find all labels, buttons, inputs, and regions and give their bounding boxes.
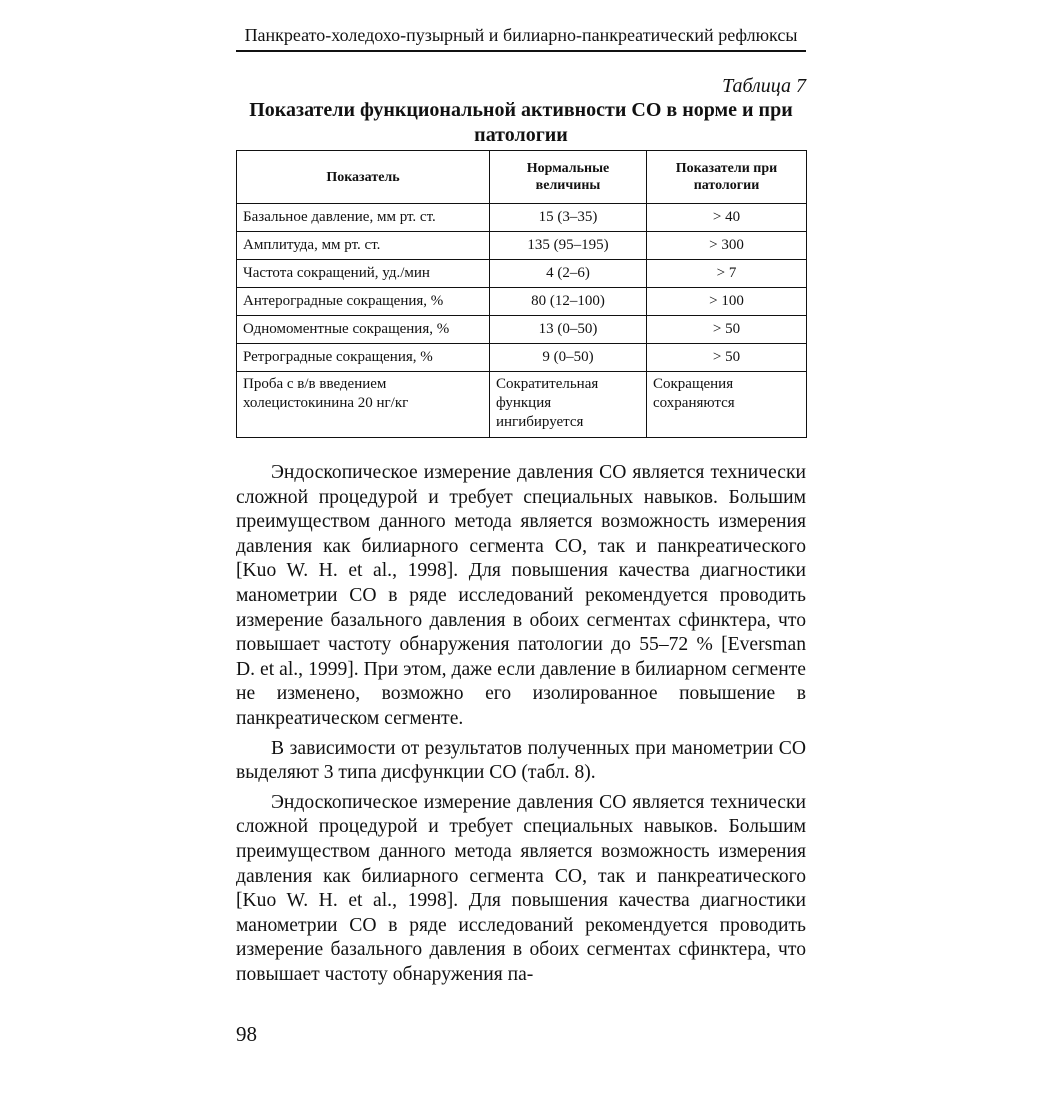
table-row xyxy=(237,344,807,372)
table-cell: Сокращения сохраняются xyxy=(647,372,807,438)
table-title: Показатели функциональной активности СО в норме и при патологии xyxy=(249,99,793,146)
table-cell: > 50 xyxy=(647,344,807,372)
table-cell: > 40 xyxy=(647,204,807,232)
column-header: Показатель xyxy=(237,151,490,204)
body-text xyxy=(236,461,806,987)
table-row xyxy=(237,204,807,232)
table-cell: 9 (0–50) xyxy=(490,344,647,372)
table-cell: Частота сокращений, уд./мин xyxy=(237,260,490,288)
table-cell: Антероградные сокращения, % xyxy=(237,288,490,316)
table-cell: > 100 xyxy=(647,288,807,316)
paragraph: В зависимости от результатов полученных при манометрии СО выделяют 3 типа дисфункции СО (табл. 8). xyxy=(236,737,806,784)
table-cell: 13 (0–50) xyxy=(490,316,647,344)
table-cell: 135 (95–195) xyxy=(490,232,647,260)
column-header: Нормальные величины xyxy=(490,151,647,204)
page-number: 98 xyxy=(236,1022,257,1046)
table-row xyxy=(237,288,807,316)
paragraph: Эндоскопическое измерение давления СО является технически сложной процедурой и требует специальных навыков. Большим преимуществом данного метода является возможность измерения давления как билиарного сегмента СО, так и панкреатического [Kuo W. H. et al., 1998]. Для повышения качества диагностики манометрии СО в ряде исследований рекомендуется проводить измерение базального давления в обоих сегментах сфинктера, что повышает частоту обнаружения па- xyxy=(236,791,806,985)
table-cell: Проба с в/в введением холецистокинина 20 нг/кг xyxy=(237,372,490,438)
table-label: Таблица 7 xyxy=(722,75,806,97)
table-cell: 4 (2–6) xyxy=(490,260,647,288)
running-header: Панкреато-холедохо-пузырный и билиарно-панкреатический рефлюксы xyxy=(236,22,806,52)
table-row xyxy=(237,260,807,288)
column-header: Показатели при патологии xyxy=(647,151,807,204)
table-cell: Базальное давление, мм рт. ст. xyxy=(237,204,490,232)
data-table xyxy=(236,150,807,438)
table-header-row xyxy=(237,151,807,204)
table-cell: Сократительная функция ингибируется xyxy=(490,372,647,438)
table-cell: > 50 xyxy=(647,316,807,344)
table-cell: 15 (3–35) xyxy=(490,204,647,232)
table-row xyxy=(237,372,807,438)
paragraph: Эндоскопическое измерение давления СО является технически сложной процедурой и требует специальных навыков. Большим преимуществом данного метода является возможность измерения давления как билиарного сегмента СО, так и панкреатического [Kuo W. H. et al., 1998]. Для повышения качества диагностики манометрии СО в ряде исследований рекомендуется проводить измерение базального давления в обоих сегментах сфинктера, что повышает частоту обнаружения патологии до 55–72 % [Eversman D. et al., 1999]. При этом, даже если давление в билиарном сегменте не изменено, возможно его изолированное повышение в панкреатическом сегменте. xyxy=(236,462,806,729)
table-cell: 80 (12–100) xyxy=(490,288,647,316)
table-cell: > 7 xyxy=(647,260,807,288)
table-cell: Ретроградные сокращения, % xyxy=(237,344,490,372)
table-cell: > 300 xyxy=(647,232,807,260)
table-row xyxy=(237,232,807,260)
table-cell: Одномоментные сокращения, % xyxy=(237,316,490,344)
table-cell: Амплитуда, мм рт. ст. xyxy=(237,232,490,260)
table-row xyxy=(237,316,807,344)
